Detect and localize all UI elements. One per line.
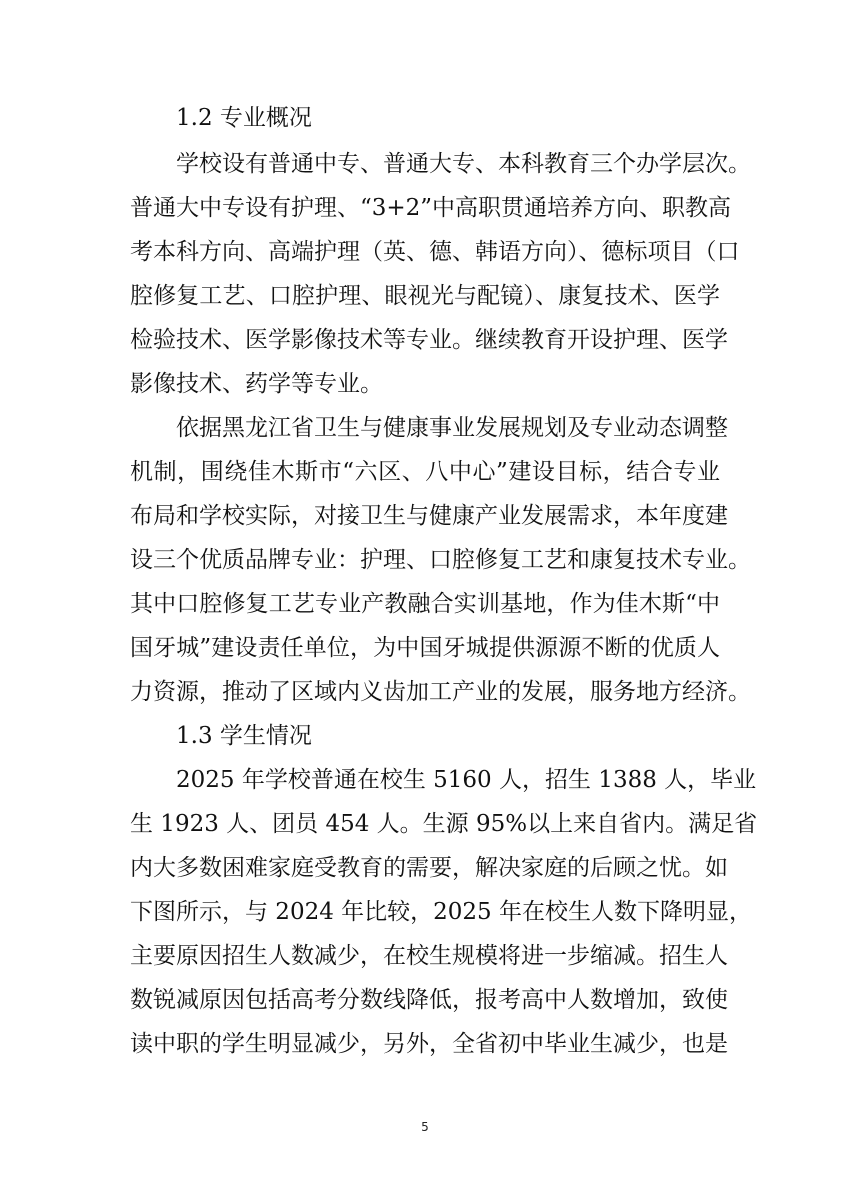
paragraph-line: 其中口腔修复工艺专业产教融合实训基地，作为佳木斯“中 (130, 591, 720, 617)
paragraph-line: 内大多数困难家庭受教育的需要，解决家庭的后顾之忧。如 (130, 855, 728, 881)
section-heading-1-3: 1.3 学生情况 (176, 723, 312, 749)
paragraph-line: 国牙城”建设责任单位，为中国牙城提供源源不断的优质人 (130, 635, 720, 661)
paragraph-line: 腔修复工艺、口腔护理、眼视光与配镜）、康复技术、医学 (130, 283, 720, 309)
paragraph-line: 影像技术、药学等专业。 (130, 371, 383, 397)
section-heading-1-2: 1.2 专业概况 (176, 105, 312, 131)
paragraph-line: 主要原因招生人数减少，在校生规模将进一步缩减。招生人 (130, 943, 728, 969)
paragraph-line: 学校设有普通中专、普通大专、本科教育三个办学层次。 (176, 151, 751, 177)
paragraph-line: 数锐减原因包括高考分数线降低，报考高中人数增加，致使 (130, 987, 728, 1013)
paragraph-line: 读中职的学生明显减少，另外，全省初中毕业生减少，也是 (130, 1031, 728, 1057)
paragraph-line: 下图所示，与 2024 年比较，2025 年在校生人数下降明显， (130, 899, 752, 925)
paragraph-line: 检验技术、医学影像技术等专业。继续教育开设护理、医学 (130, 327, 728, 353)
paragraph-line: 依据黑龙江省卫生与健康事业发展规划及专业动态调整 (176, 415, 728, 441)
paragraph-line: 生 1923 人、团员 454 人。生源 95%以上来自省内。满足省 (130, 811, 758, 837)
paragraph-line: 布局和学校实际，对接卫生与健康产业发展需求，本年度建 (130, 503, 728, 529)
paragraph-line: 机制，围绕佳木斯市“六区、八中心”建设目标，结合专业 (130, 459, 720, 485)
paragraph-line: 设三个优质品牌专业：护理、口腔修复工艺和康复技术专业。 (130, 547, 751, 573)
paragraph-line: 2025 年学校普通在校生 5160 人，招生 1388 人，毕业 (176, 767, 757, 793)
paragraph-line: 考本科方向、高端护理（英、德、韩语方向）、德标项目（口 (130, 239, 740, 265)
paragraph-line: 力资源，推动了区域内义齿加工产业的发展，服务地方经济。 (130, 679, 751, 705)
page-number: 5 (421, 1120, 429, 1134)
paragraph-line: 普通大中专设有护理、“3+2”中高职贯通培养方向、职教高 (130, 195, 732, 221)
